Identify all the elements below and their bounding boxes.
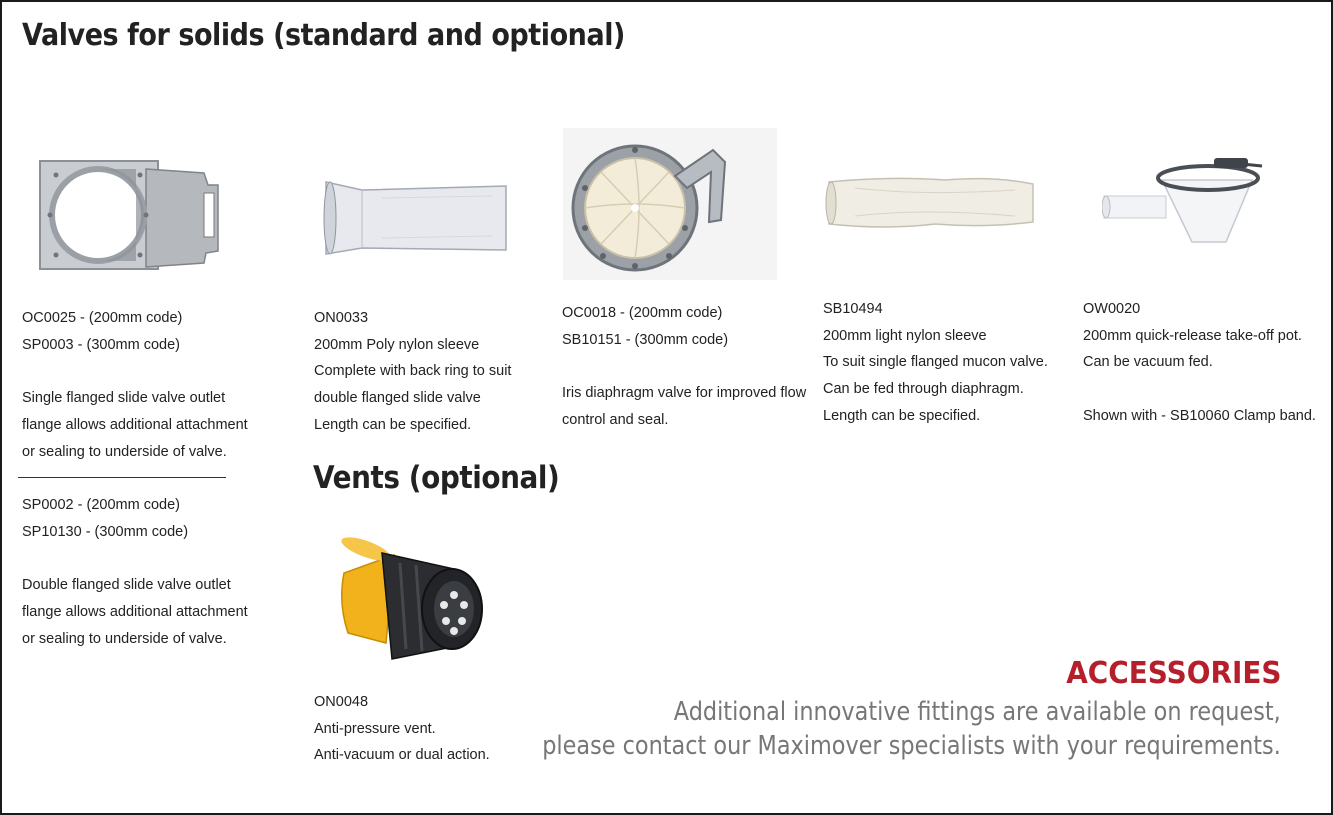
- product-description: Can be fed through diaphragm.: [823, 381, 1024, 398]
- poly-sleeve-text: [314, 305, 511, 439]
- product-description: Single flanged slide valve outlet: [22, 390, 226, 407]
- poly-sleeve-image: [322, 178, 512, 258]
- product-description: Anti-vacuum or dual action.: [314, 747, 490, 764]
- product-code: ON0033: [314, 310, 369, 326]
- take-off-pot-text: [1083, 296, 1316, 430]
- product-description: Anti-pressure vent.: [314, 720, 436, 737]
- product-description: Complete with back ring to suit: [314, 363, 512, 380]
- slide-valve-image: [36, 155, 220, 275]
- product-description: or sealing to underside of valve.: [22, 443, 227, 460]
- divider: [18, 477, 226, 478]
- product-code: OC0025 - (200mm code): [22, 310, 183, 326]
- product-description: 200mm light nylon sleeve: [823, 327, 987, 344]
- page-title: Valves for solids (standard and optional): [22, 18, 625, 53]
- product-description: control and seal.: [562, 411, 669, 428]
- product-description: 200mm Poly nylon sleeve: [314, 336, 480, 353]
- product-description: Double flanged slide valve outlet: [22, 577, 231, 594]
- take-off-pot-image: [1102, 152, 1274, 248]
- product-code: SP10130 - (300mm code): [22, 523, 189, 540]
- accessories-title: ACCESSORIES: [1065, 656, 1281, 691]
- double-slide-valve-text: [22, 492, 248, 652]
- light-sleeve-text: [823, 296, 1048, 430]
- product-description: Length can be specified.: [314, 416, 472, 433]
- accessories-text: please contact our Maximover specialists with your requirements.: [542, 731, 1281, 761]
- product-description: Iris diaphragm valve for improved flow: [562, 385, 807, 402]
- product-code: OW0020: [1083, 301, 1141, 317]
- product-description: 200mm quick-release take-off pot.: [1083, 327, 1302, 344]
- vents-title: Vents (optional): [313, 460, 560, 496]
- vent-text: [314, 689, 490, 769]
- product-code: SP0003 - (300mm code): [22, 336, 180, 353]
- product-description: Shown with - SB10060 Clamp band.: [1083, 407, 1316, 424]
- product-code: SB10151 - (300mm code): [562, 331, 729, 348]
- product-description: To suit single flanged mucon valve.: [823, 354, 1048, 371]
- iris-valve-image: [563, 128, 777, 280]
- product-code: SP0002 - (200mm code): [22, 497, 180, 513]
- product-description: double flanged slide valve: [314, 390, 481, 407]
- product-description: Length can be specified.: [823, 407, 981, 424]
- product-description: or sealing to underside of valve.: [22, 630, 227, 647]
- product-code: ON0048: [314, 694, 369, 710]
- slide-valve-text: [22, 305, 248, 465]
- product-code: SB10494: [823, 301, 883, 317]
- product-description: Can be vacuum fed.: [1083, 354, 1213, 371]
- product-description: flange allows additional attachment: [22, 416, 248, 433]
- accessories-text: Additional innovative fittings are available on request,: [674, 697, 1281, 727]
- iris-valve-text: [562, 300, 806, 434]
- product-description: flange allows additional attachment: [22, 603, 248, 620]
- light-sleeve-image: [825, 172, 1037, 234]
- product-code: OC0018 - (200mm code): [562, 305, 723, 321]
- vent-image: [334, 533, 484, 665]
